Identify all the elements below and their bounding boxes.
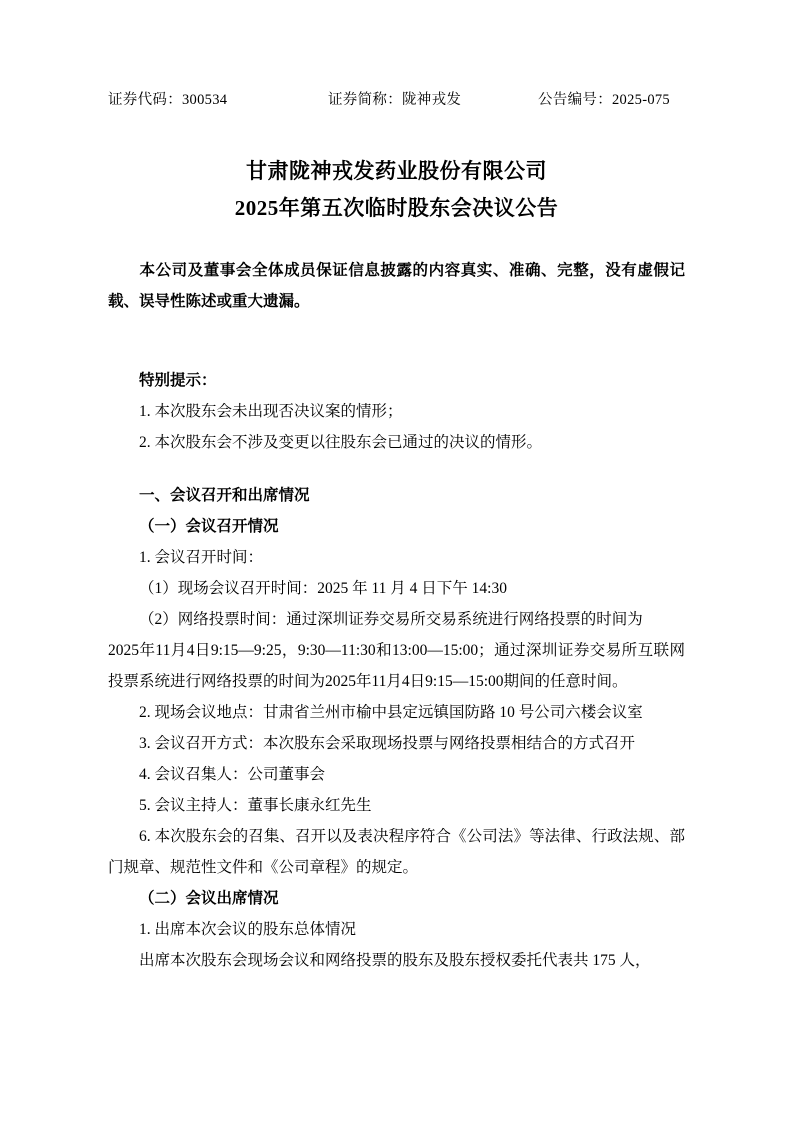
- online-vote-time-lead: （2）网络投票时间：通过深圳证券交易所交易系统进行网络投票的时间为: [139, 610, 643, 628]
- attendance-overview-detail: 出席本次股东会现场会议和网络投票的股东及股东授权委托代表共 175 人，: [139, 951, 651, 969]
- page-title: [108, 153, 685, 227]
- attendance-overview-label: 1. 出席本次会议的股东总体情况: [139, 920, 357, 938]
- meeting-compliance: 6. 本次股东会的召集、召开以及表决程序符合《公司法》等法律、行政法规、部门规章、规范性文件和《公司章程》的规定。: [108, 827, 685, 876]
- section-one-sub-two-heading: （二）会议出席情况: [139, 889, 279, 907]
- special-notice-item-2: 2. 本次股东会不涉及变更以往股东会已通过的决议的情形。: [139, 433, 543, 451]
- onsite-meeting-time: （1）现场会议召开时间：2025 年 11 月 4 日下午 14:30: [139, 579, 507, 597]
- meeting-method: 3. 会议召开方式：本次股东会采取现场投票与网络投票相结合的方式召开: [139, 734, 636, 752]
- meeting-convener: 4. 会议召集人：公司董事会: [139, 765, 326, 783]
- spacer: [108, 458, 685, 480]
- spacer: [108, 317, 685, 339]
- security-abbreviation: 证券简称：陇神戎发: [328, 92, 462, 108]
- special-notice-heading: [108, 365, 685, 396]
- onsite-meeting-location: 2. 现场会议地点：甘肃省兰州市榆中县定远镇国防路 10 号公司六楼会议室: [139, 703, 643, 721]
- title-line-2: 2025年第五次临时股东会决议公告: [234, 195, 559, 220]
- section-one-sub-one-heading: （一）会议召开情况: [139, 517, 279, 535]
- document-header: [108, 88, 685, 109]
- disclaimer-paragraph: [108, 255, 685, 317]
- security-code: 证券代码：300534: [108, 92, 228, 108]
- special-notice-item-1: 1. 本次股东会未出现否决议案的情形；: [139, 402, 403, 420]
- special-notice-heading-text: 特别提示：: [139, 371, 217, 389]
- online-vote-time-detail: 2025年11月4日9:15—9:25，9:30—11:30和13:00—15:00；通过深圳证券交易所互联网投票系统进行网络投票的时间为2025年11月4日9:15—15:00期间的任意时间。: [108, 641, 685, 690]
- announcement-number: 公告编号：2025-075: [538, 92, 670, 108]
- section-one-heading: 一、会议召开和出席情况: [139, 486, 310, 504]
- disclaimer-text: 本公司及董事会全体成员保证信息披露的内容真实、准确、完整，没有虚假记载、误导性陈述或重大遗漏。: [108, 261, 685, 310]
- title-line-1: 甘肃陇神戎发药业股份有限公司: [246, 159, 547, 183]
- meeting-chair: 5. 会议主持人：董事长康永红先生: [139, 796, 372, 814]
- meeting-time-label: 1. 会议召开时间：: [139, 548, 264, 566]
